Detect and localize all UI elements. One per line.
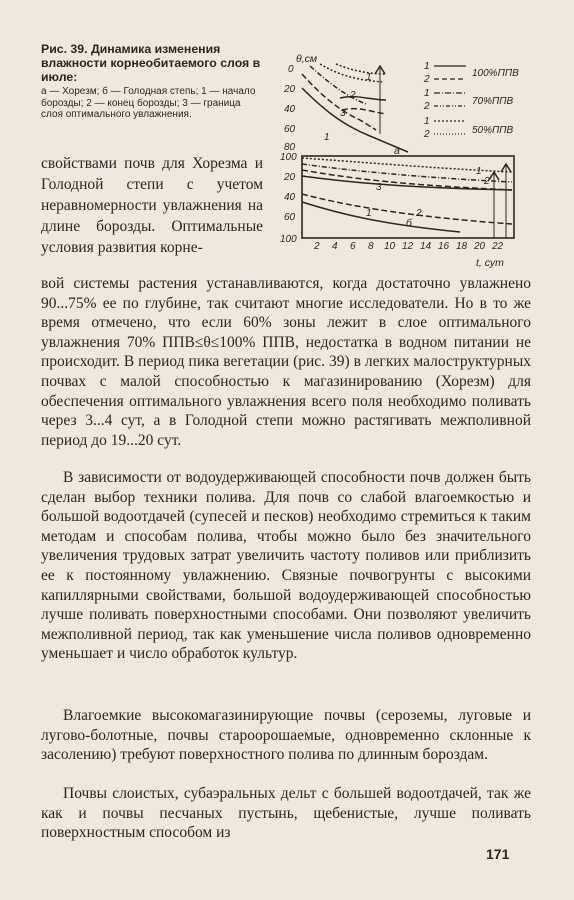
x-tick-label: 10 [384, 241, 396, 252]
legend-marker: 2 [424, 129, 430, 140]
figure-svg [280, 44, 544, 282]
paragraph-4: Почвы слоистых, субаэральных дельт с большей водоотдачей, так же как и почвы песчаных пустынь, щебенистые, лучше поливать поверхностным способом из [41, 785, 531, 842]
paragraph-3: Влагоемкие высокомагазинирующие почвы (сероземы, луговые и лугово-болотные, почвы староорошаемые, одновременно склонные к засолению) требуют поверхностного полива по длинным бороздам. [41, 707, 531, 764]
curve-label: 2 [350, 90, 356, 101]
y-tick-label: 60 [284, 124, 296, 135]
legend-marker: 2 [424, 101, 430, 112]
x-tick-label: 2 [314, 241, 320, 252]
x-tick-label: 16 [438, 241, 450, 252]
y-tick-label: 100 [280, 234, 297, 245]
x-ticks [313, 241, 504, 252]
y-tick-label: 80 [284, 142, 296, 153]
legend-label: 100%ППВ [472, 68, 519, 79]
y-tick-label: 40 [284, 192, 296, 203]
legend-label: 50%ППВ [472, 125, 514, 136]
figure-39-chart [280, 44, 544, 282]
curve-label: 2 [484, 176, 490, 187]
panel-b-curve [302, 176, 512, 190]
curve-label: 1 [366, 208, 372, 219]
y-tick-label: 20 [284, 172, 296, 183]
x-tick-label: 8 [368, 241, 374, 252]
panel-a-label: а [394, 145, 400, 157]
curve-label: 2 [416, 208, 422, 219]
panel-a-curve [340, 97, 386, 100]
x-axis-label: t, сут [476, 257, 504, 269]
paragraph-1-continuation: вой системы растения устанавливаются, когда достаточно увлажнено 90...75% ее по глубине, так считают многие исследователи. Но в то же время отмечено, что если 60% зоны лежит в слое оптимального увлажнения 70% ППВ≤θ≤100% ППВ, недостатка в водном питании не происходит. В период пика вегетации (рис. 39) в легких малоструктурных почвах с малой способностью к магазинированию (Хорезм) для обеспечения оптимального увлажнения всего поля необходимо поливать через 3...4 сут, а в Голодной степи можно растягивать межполивной период до 19...20 сут. [41, 275, 531, 449]
x-tick-label: 12 [402, 241, 414, 252]
legend-marker: 1 [424, 61, 430, 72]
x-tick-label: 22 [492, 241, 504, 252]
panel-a-curve [310, 66, 366, 104]
y-ticks-panel-a [283, 64, 296, 153]
page-number: 171 [486, 846, 510, 862]
y-ticks-panel-b [280, 152, 297, 245]
paragraph-wrapped: свойствами почв для Хорезма и Голодной степи с учетом неравномерности увлажнения на длине борозды. Оптимальные условия развития корне- [41, 155, 263, 256]
panel-b-label: б [406, 217, 412, 229]
chart-legend [423, 61, 519, 140]
y-tick-label: 60 [284, 212, 296, 223]
y-tick-label: 20 [284, 84, 296, 95]
y-axis-label: θ,см [296, 53, 318, 65]
x-tick-label: 18 [456, 241, 468, 252]
paragraph-2: В зависимости от водоудерживающей способности почв должен быть сделан выбор техники полива. Для почв со слабой влагоемкостью и большой водоотдачей (супесей и песков) необходимо стремиться к таким методам и способам полива, чтобы можно было без значительного увеличения трудовых затрат увеличить частоту поливов или приблизить ее к постоянному увлажнению. Связные почвогрунты с высокими капиллярными свойствами, большой водоудерживающей способностью лучше поливать поверхностными способами. Они позволяют увеличить межполивной период, так как уменьшение числа поливов одновременно уменьшает и число обработок культур. [41, 469, 531, 663]
figure-legend-text: а — Хорезм; б — Голодная степь; 1 — начало борозды; 2 — конец борозды; 3 — граница слоя оптимального увлажнения. [41, 86, 256, 121]
curve-label: 3 [376, 182, 382, 193]
legend-marker: 1 [424, 88, 430, 99]
legend-marker: 1 [424, 116, 430, 127]
legend-label: 70%ППВ [472, 96, 514, 107]
curve-label: 1 [324, 132, 330, 143]
y-tick-label: 40 [284, 104, 296, 115]
panel-a-curve [302, 74, 376, 130]
legend-marker: 2 [424, 74, 430, 85]
panel-a-curve [342, 109, 386, 114]
x-tick-label: 20 [474, 241, 486, 252]
y-tick-label: 100 [280, 152, 297, 163]
curve-label: 3 [340, 108, 346, 119]
curve-label: 1 [366, 72, 372, 83]
x-tick-label: 4 [332, 241, 338, 252]
figure-caption: Рис. 39. Динамика изменения влажности корнеобитаемого слоя в июле: [41, 42, 261, 84]
panel-b [302, 158, 512, 238]
x-tick-label: 14 [420, 241, 432, 252]
y-tick-label: 0 [288, 64, 294, 75]
curve-label: 1 [476, 166, 482, 177]
panel-a [302, 64, 408, 157]
x-tick-label: 6 [350, 241, 356, 252]
